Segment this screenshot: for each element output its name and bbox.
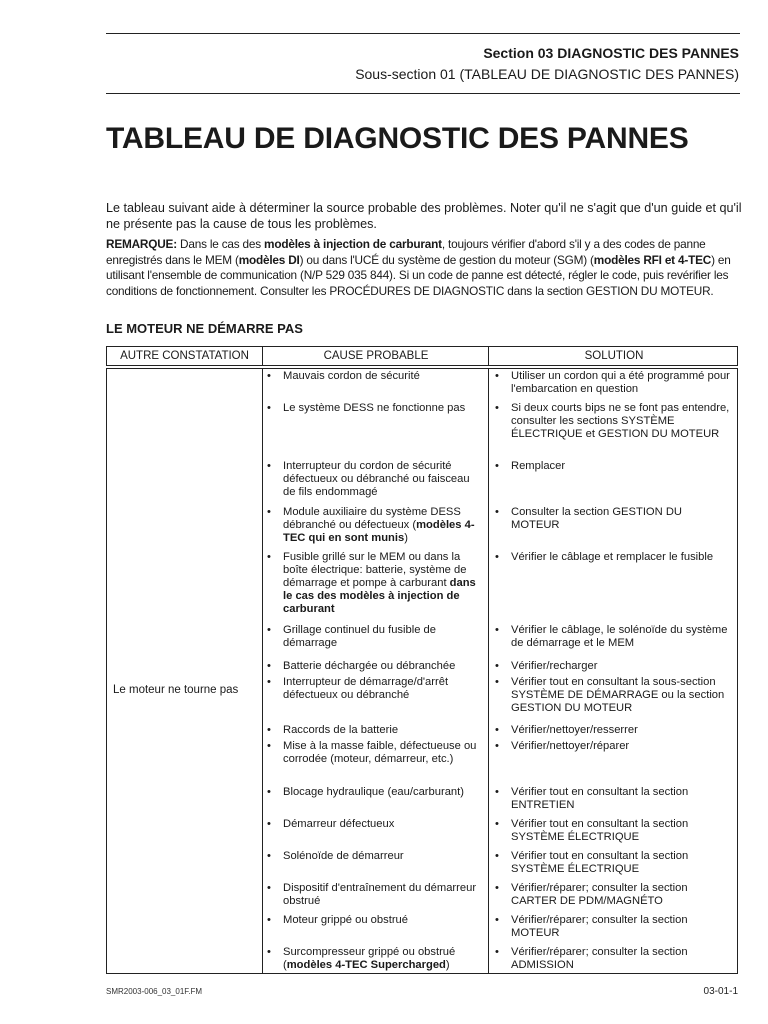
solution-cell-text (495, 724, 733, 737)
bullet-icon: • (267, 724, 271, 736)
solution-cell (495, 660, 733, 673)
cause-cell-text (267, 460, 485, 499)
cell-text: ) (404, 532, 408, 544)
cause-cell (267, 506, 485, 545)
solution-cell (495, 506, 733, 532)
bold-text: modèles 4-TEC qui en sont munis (283, 519, 475, 544)
solution-cell (495, 624, 733, 650)
bullet-icon: • (495, 676, 499, 688)
cause-cell-text (267, 506, 485, 545)
column-divider (262, 347, 263, 366)
solution-cell-text (495, 850, 733, 876)
solution-cell-text (495, 506, 733, 532)
header-top-rule (106, 33, 740, 34)
cause-cell-text (267, 551, 485, 616)
column-divider (262, 369, 263, 973)
bullet-icon: • (267, 914, 271, 926)
subsection-heading: Sous-section 01 (TABLEAU DE DIAGNOSTIC DES PANNES) (355, 66, 739, 82)
cause-cell (267, 946, 485, 972)
solution-cell (495, 882, 733, 908)
cell-text: Raccords de la batterie (283, 724, 399, 736)
bullet-icon: • (267, 460, 271, 472)
bullet-icon: • (495, 740, 499, 752)
intro-paragraph: Le tableau suivant aide à déterminer la source probable des problèmes. Noter qu'il ne s'agit que d'un guide et qu'il ne présente pas la cause de tous les problèmes. (106, 201, 742, 231)
header-cell-symptom: AUTRE CONSTATATION (120, 350, 249, 362)
diagnostic-table (106, 346, 738, 974)
solution-cell-text (495, 914, 733, 940)
cause-cell (267, 914, 485, 927)
bold-text: dans le cas des modèles à injection de carburant (283, 577, 476, 615)
bullet-icon: • (495, 402, 499, 414)
cell-text: Vérifier/recharger (511, 660, 598, 672)
cause-cell-text (267, 786, 485, 799)
page-title: TABLEAU DE DIAGNOSTIC DES PANNES (106, 122, 689, 155)
cause-cell-text (267, 946, 485, 972)
cause-cell-text (267, 882, 485, 908)
cell-text: Vérifier/réparer; consulter la section MOTEUR (511, 914, 688, 939)
cell-text: Consulter la section GESTION DU MOTEUR (511, 506, 682, 531)
cell-text: Mise à la masse faible, défectueuse ou corrodée (moteur, démarreur, etc.) (283, 740, 477, 765)
solution-cell-text (495, 676, 733, 715)
cause-cell (267, 850, 485, 863)
bullet-icon: • (267, 786, 271, 798)
cell-text: Vérifier le câblage, le solénoïde du système de démarrage et le MEM (511, 624, 728, 649)
solution-cell-text (495, 786, 733, 812)
cell-text: Remplacer (511, 460, 566, 472)
remark-bold: modèles à injection de carburant (264, 237, 442, 251)
bullet-icon: • (267, 818, 271, 830)
cause-cell (267, 818, 485, 831)
remark-bold: modèles RFI et 4-TEC (593, 252, 712, 267)
solution-cell (495, 946, 733, 972)
cause-cell (267, 460, 485, 499)
cell-text: Démarreur défectueux (283, 818, 395, 830)
bullet-icon: • (495, 818, 499, 830)
bullet-icon: • (495, 460, 499, 472)
bullet-icon: • (267, 946, 271, 958)
bullet-icon: • (267, 660, 271, 672)
solution-cell-text (495, 660, 733, 673)
bullet-icon: • (267, 402, 271, 414)
bullet-icon: • (267, 370, 271, 382)
bullet-icon: • (267, 740, 271, 752)
cell-text: Surcompresseur grippé ou obstrué ( (283, 946, 456, 971)
cause-cell (267, 724, 485, 737)
bullet-icon: • (267, 676, 271, 688)
solution-cell-text (495, 740, 733, 753)
remark-text: ) en utilisant l'ensemble de communication (N/P 529 035 844). Si un code de panne est détecté, régler le code, puis revérifier les conditions de fonctionnement. Consulter les PROCÉDURES DE DIAGNOSTIC dans la section GESTION DU MOTEUR. (106, 252, 731, 298)
cause-cell (267, 882, 485, 908)
solution-cell (495, 676, 733, 715)
column-divider (488, 369, 489, 973)
solution-cell-text (495, 882, 733, 908)
solution-cell (495, 551, 733, 564)
cell-text: Interrupteur de démarrage/d'arrêt défectueux ou débranché (283, 676, 449, 701)
cell-text: Blocage hydraulique (eau/carburant) (283, 786, 464, 798)
cause-cell (267, 740, 485, 766)
solution-cell-text (495, 551, 733, 564)
cause-cell (267, 676, 485, 702)
cause-cell-text (267, 740, 485, 766)
solution-cell (495, 914, 733, 940)
solution-cell (495, 724, 733, 737)
cell-text: Vérifier/réparer; consulter la section CARTER DE PDM/MAGNÉTO (511, 882, 688, 907)
subheading: LE MOTEUR NE DÉMARRE PAS (106, 321, 303, 336)
footer-filename: SMR2003-006_03_01F.FM (106, 987, 203, 996)
cell-text: Vérifier tout en consultant la section ENTRETIEN (511, 786, 689, 811)
remark-text: , toujours vérifier d'abord s'il y a des codes de panne enregistrés dans le MEM ( (106, 237, 706, 267)
solution-cell-text (495, 460, 733, 473)
solution-cell (495, 818, 733, 844)
bullet-icon: • (267, 624, 271, 636)
bullet-icon: • (495, 786, 499, 798)
bullet-icon: • (267, 506, 271, 518)
cause-cell (267, 402, 485, 415)
header-bottom-rule (106, 93, 740, 94)
bullet-icon: • (495, 724, 499, 736)
solution-cell-text (495, 946, 733, 972)
solution-cell-text (495, 818, 733, 844)
cause-cell-text (267, 660, 485, 673)
remark-text: ) ou dans l'UCÉ du système de gestion du moteur (SGM) ( (299, 252, 594, 267)
cause-cell-text (267, 676, 485, 702)
solution-cell-text (495, 402, 733, 441)
bullet-icon: • (495, 882, 499, 894)
solution-cell-text (495, 370, 733, 396)
cell-text: Vérifier tout en consultant la section SYSTÈME ÉLECTRIQUE (511, 850, 689, 875)
bullet-icon: • (495, 660, 499, 672)
cause-cell-text (267, 818, 485, 831)
solution-cell (495, 370, 733, 396)
bullet-icon: • (495, 624, 499, 636)
cell-text: Vérifier/réparer; consulter la section ADMISSION (511, 946, 688, 971)
cause-cell (267, 624, 485, 650)
solution-cell-text (495, 624, 733, 650)
cause-cell (267, 370, 485, 383)
bullet-icon: • (495, 850, 499, 862)
bullet-icon: • (495, 914, 499, 926)
solution-cell (495, 460, 733, 473)
cell-text: Fusible grillé sur le MEM ou dans la boîte électrique: batterie, système de démarrage et pompe à carburant (283, 551, 467, 589)
bullet-icon: • (267, 551, 271, 563)
remark-paragraph (106, 237, 742, 299)
remark-bold: modèles DI (238, 252, 300, 267)
remark-label: REMARQUE: (106, 237, 177, 251)
bullet-icon: • (495, 551, 499, 563)
cause-cell (267, 551, 485, 616)
cell-text: Grillage continuel du fusible de démarrage (283, 624, 436, 649)
solution-cell (495, 850, 733, 876)
footer-page-number: 03-01-1 (703, 986, 738, 997)
cell-text: Batterie déchargée ou débranchée (283, 660, 456, 672)
header-cell-solution: SOLUTION (584, 350, 644, 362)
bullet-icon: • (267, 850, 271, 862)
cell-text: Vérifier tout en consultant la sous-section SYSTÈME DE DÉMARRAGE ou la section GESTION DU MOTEUR (511, 676, 725, 714)
cause-cell (267, 786, 485, 799)
cell-text: Vérifier le câblage et remplacer le fusible (511, 551, 714, 563)
cell-text: Solénoïde de démarreur (283, 850, 404, 862)
cause-cell-text (267, 850, 485, 863)
solution-cell (495, 786, 733, 812)
cause-cell-text (267, 370, 485, 383)
column-divider (488, 347, 489, 366)
cell-text: Dispositif d'entraînement du démarreur obstrué (283, 882, 477, 907)
cause-cell-text (267, 914, 485, 927)
table-header (106, 346, 738, 366)
cell-text: Utiliser un cordon qui a été programmé pour l'embarcation en question (511, 370, 730, 395)
cause-cell-text (267, 624, 485, 650)
cell-text: Vérifier/nettoyer/réparer (511, 740, 630, 752)
bold-text: modèles 4-TEC Supercharged (286, 959, 446, 971)
cell-text: Moteur grippé ou obstrué (283, 914, 409, 926)
cell-text: Si deux courts bips ne se font pas entendre, consulter les sections SYSTÈME ÉLECTRIQUE et GESTION DU MOTEUR (511, 402, 730, 440)
cell-text: Module auxiliaire du système DESS débranché ou défectueux ( (283, 506, 461, 531)
remark-text: Dans le cas des (176, 237, 265, 251)
cell-text: Interrupteur du cordon de sécurité défectueux ou débranché ou faisceau de fils endommagé (283, 460, 470, 498)
bullet-icon: • (495, 506, 499, 518)
cell-text: Vérifier tout en consultant la section SYSTÈME ÉLECTRIQUE (511, 818, 689, 843)
cell-text: Le système DESS ne fonctionne pas (283, 402, 466, 414)
solution-cell (495, 740, 733, 753)
bullet-icon: • (495, 946, 499, 958)
symptom-cell: Le moteur ne tourne pas (113, 684, 239, 696)
cell-text: Vérifier/nettoyer/resserrer (511, 724, 638, 736)
cell-text: Mauvais cordon de sécurité (283, 370, 420, 382)
bullet-icon: • (267, 882, 271, 894)
solution-cell (495, 402, 733, 441)
cause-cell-text (267, 402, 485, 415)
bullet-icon: • (495, 370, 499, 382)
cell-text: ) (445, 959, 450, 971)
cause-cell-text (267, 724, 485, 737)
header-cell-cause: CAUSE PROBABLE (323, 350, 429, 362)
section-heading: Section 03 DIAGNOSTIC DES PANNES (483, 45, 739, 61)
cause-cell (267, 660, 485, 673)
